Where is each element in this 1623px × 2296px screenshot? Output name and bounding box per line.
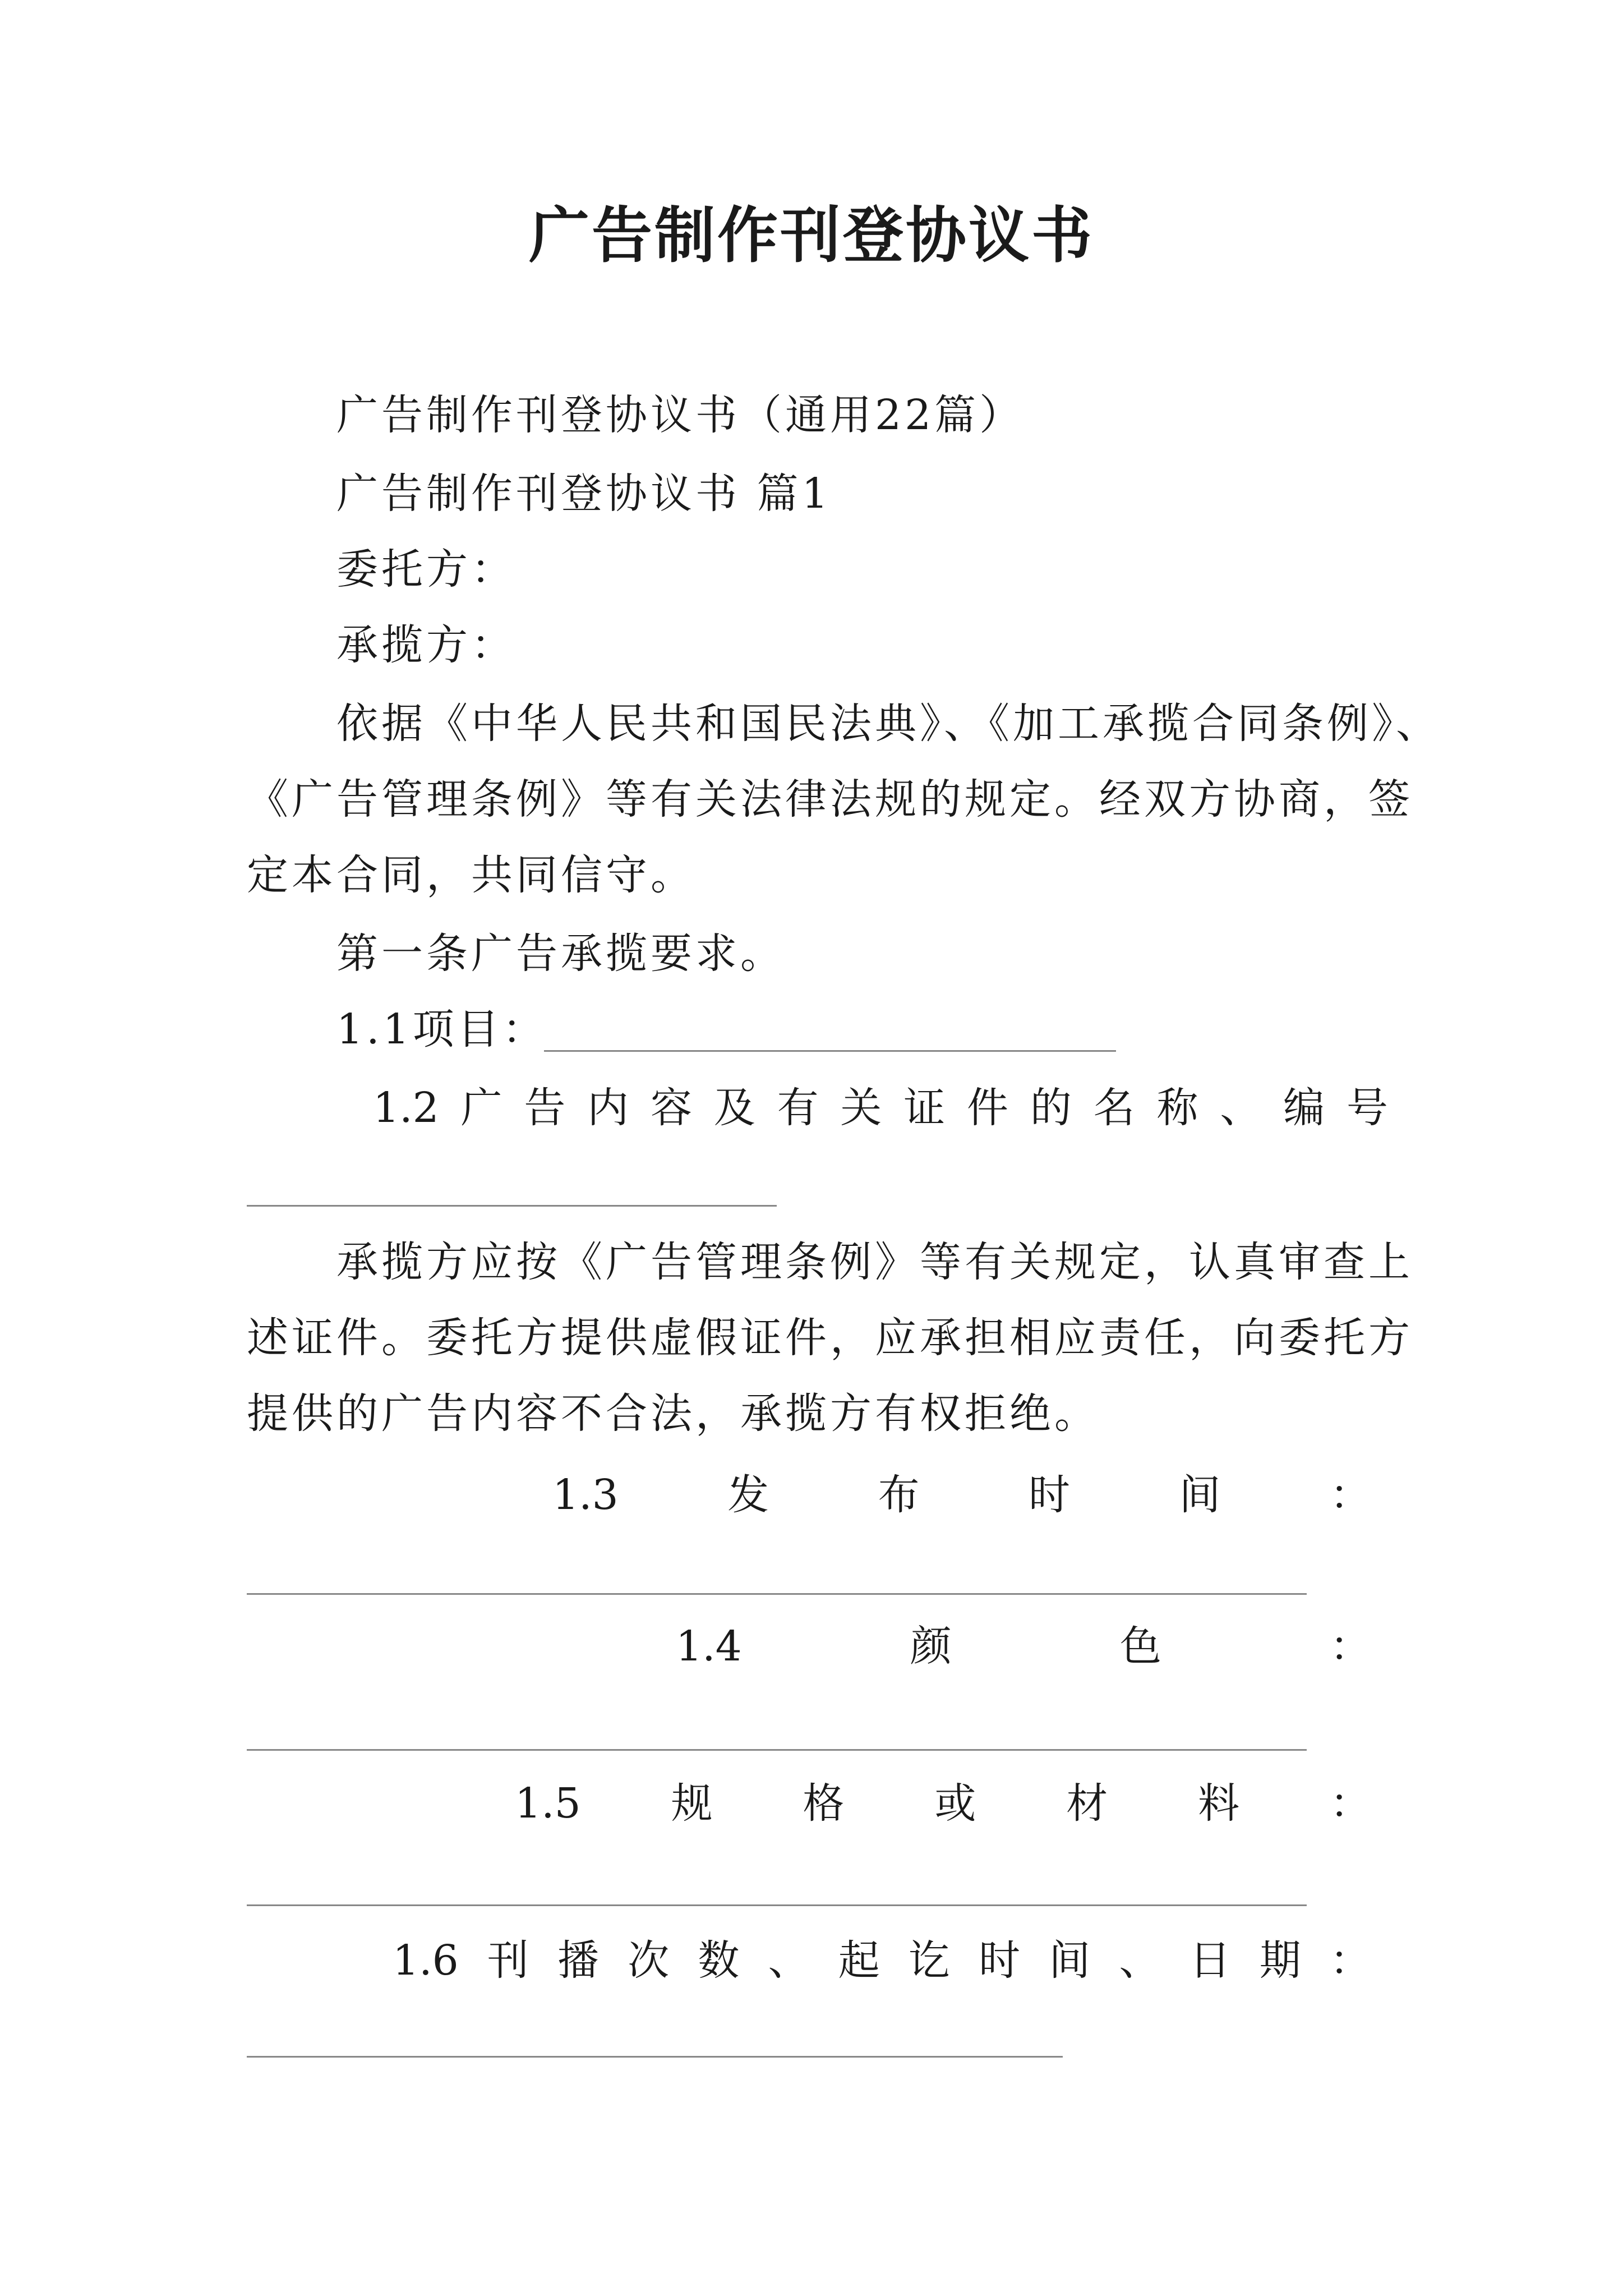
item-1-5-part: 料 [1198, 1779, 1240, 1828]
review-line-3: 提供的广告内容不合法，承揽方有权拒绝。 [247, 1389, 1099, 1438]
item-1-6-part: 1.6 [393, 1936, 459, 1985]
document-subtitle: 广告制作刊登协议书（通用22篇） [336, 391, 1025, 439]
item-1-2-label [373, 1080, 1388, 1136]
item-1-4-part: 色 [1119, 1622, 1161, 1671]
item-1-2-part: 称 [1156, 1084, 1198, 1132]
item-1-3-part: 时 [1029, 1471, 1071, 1519]
item-1-2-part: 1.2 [373, 1084, 439, 1132]
item-1-6-part: 起 [838, 1936, 880, 1985]
document-title: 广告制作刊登协议书 [528, 200, 1094, 271]
item-1-6-part: ： [1329, 1936, 1371, 1985]
preamble-line-3: 定本合同，共同信守。 [247, 851, 695, 899]
item-1-5-label [515, 1775, 1371, 1832]
item-1-2-part: 证 [903, 1084, 946, 1132]
contractor-label: 承揽方： [336, 621, 516, 669]
item-1-4-label [676, 1618, 1371, 1674]
item-1-4-part: 1.4 [676, 1622, 742, 1671]
item-1-6-label [393, 1932, 1371, 1989]
item-1-5-part: 材 [1066, 1779, 1108, 1828]
item-1-2-part: 告 [524, 1084, 566, 1132]
item-1-3-part: 间 [1179, 1471, 1221, 1519]
item-1-3-part: 发 [727, 1471, 769, 1519]
item-1-6-part: 期 [1259, 1936, 1301, 1985]
item-1-2-part: 号 [1346, 1084, 1388, 1132]
item-1-2-part: 容 [650, 1084, 692, 1132]
item-1-6-part: 播 [557, 1936, 600, 1985]
item-1-5-part: 格 [803, 1779, 845, 1828]
item-1-5-part: 规 [671, 1779, 713, 1828]
item-1-6-part: 讫 [908, 1936, 950, 1985]
item-1-2-part: 的 [1030, 1084, 1072, 1132]
item-1-2-part: 广 [460, 1084, 502, 1132]
section-heading: 广告制作刊登协议书 篇1 [336, 470, 832, 518]
item-1-2-part: 件 [967, 1084, 1008, 1132]
item-1-6-part: 、 [768, 1936, 810, 1985]
item-1-2-part: 及 [713, 1084, 755, 1132]
item-1-5-part: 1.5 [515, 1779, 581, 1828]
item-1-5-part: ： [1329, 1779, 1371, 1828]
item-1-2-part: 内 [587, 1084, 629, 1132]
item-1-2-part: 、 [1220, 1084, 1262, 1132]
item-1-3-blank-line [247, 1593, 1307, 1595]
item-1-2-part: 有 [777, 1084, 819, 1132]
item-1-3-label [552, 1467, 1371, 1523]
item-1-3-part: 布 [878, 1471, 920, 1519]
client-label: 委托方： [336, 545, 516, 593]
item-1-5-blank-line [247, 1904, 1307, 1906]
article-1-title: 第一条广告承揽要求。 [336, 930, 785, 978]
item-1-6-part: 、 [1119, 1936, 1161, 1985]
item-1-2-part: 名 [1093, 1084, 1135, 1132]
item-1-1-label: 1.1项目： [336, 1005, 547, 1053]
preamble-line-1: 依据《中华人民共和国民法典》、《加工承揽合同条例》、 [336, 700, 1441, 748]
item-1-6-blank-line [247, 2056, 1063, 2058]
item-1-6-part: 时 [979, 1936, 1021, 1985]
review-line-2: 述证件。委托方提供虚假证件，应承担相应责任，向委托方 [247, 1314, 1413, 1362]
item-1-1-blank-line [544, 1050, 1116, 1052]
item-1-6-part: 次 [628, 1936, 670, 1985]
item-1-6-part: 刊 [487, 1936, 529, 1985]
item-1-4-part: 颜 [910, 1622, 952, 1671]
item-1-6-part: 数 [698, 1936, 740, 1985]
item-1-3-part: ： [1329, 1471, 1371, 1519]
item-1-2-part: 关 [840, 1084, 882, 1132]
item-1-4-blank-line [247, 1749, 1307, 1751]
item-1-5-part: 或 [934, 1779, 976, 1828]
item-1-4-part: ： [1329, 1622, 1371, 1671]
item-1-2-part: 编 [1283, 1084, 1325, 1132]
item-1-6-part: 日 [1189, 1936, 1231, 1985]
preamble-line-2: 《广告管理条例》等有关法律法规的规定。经双方协商，签 [247, 775, 1413, 823]
item-1-3-part: 1.3 [552, 1471, 619, 1519]
review-line-1: 承揽方应按《广告管理条例》等有关规定，认真审查上 [336, 1238, 1413, 1286]
item-1-6-part: 间 [1049, 1936, 1091, 1985]
item-1-2-blank-line [247, 1205, 777, 1207]
